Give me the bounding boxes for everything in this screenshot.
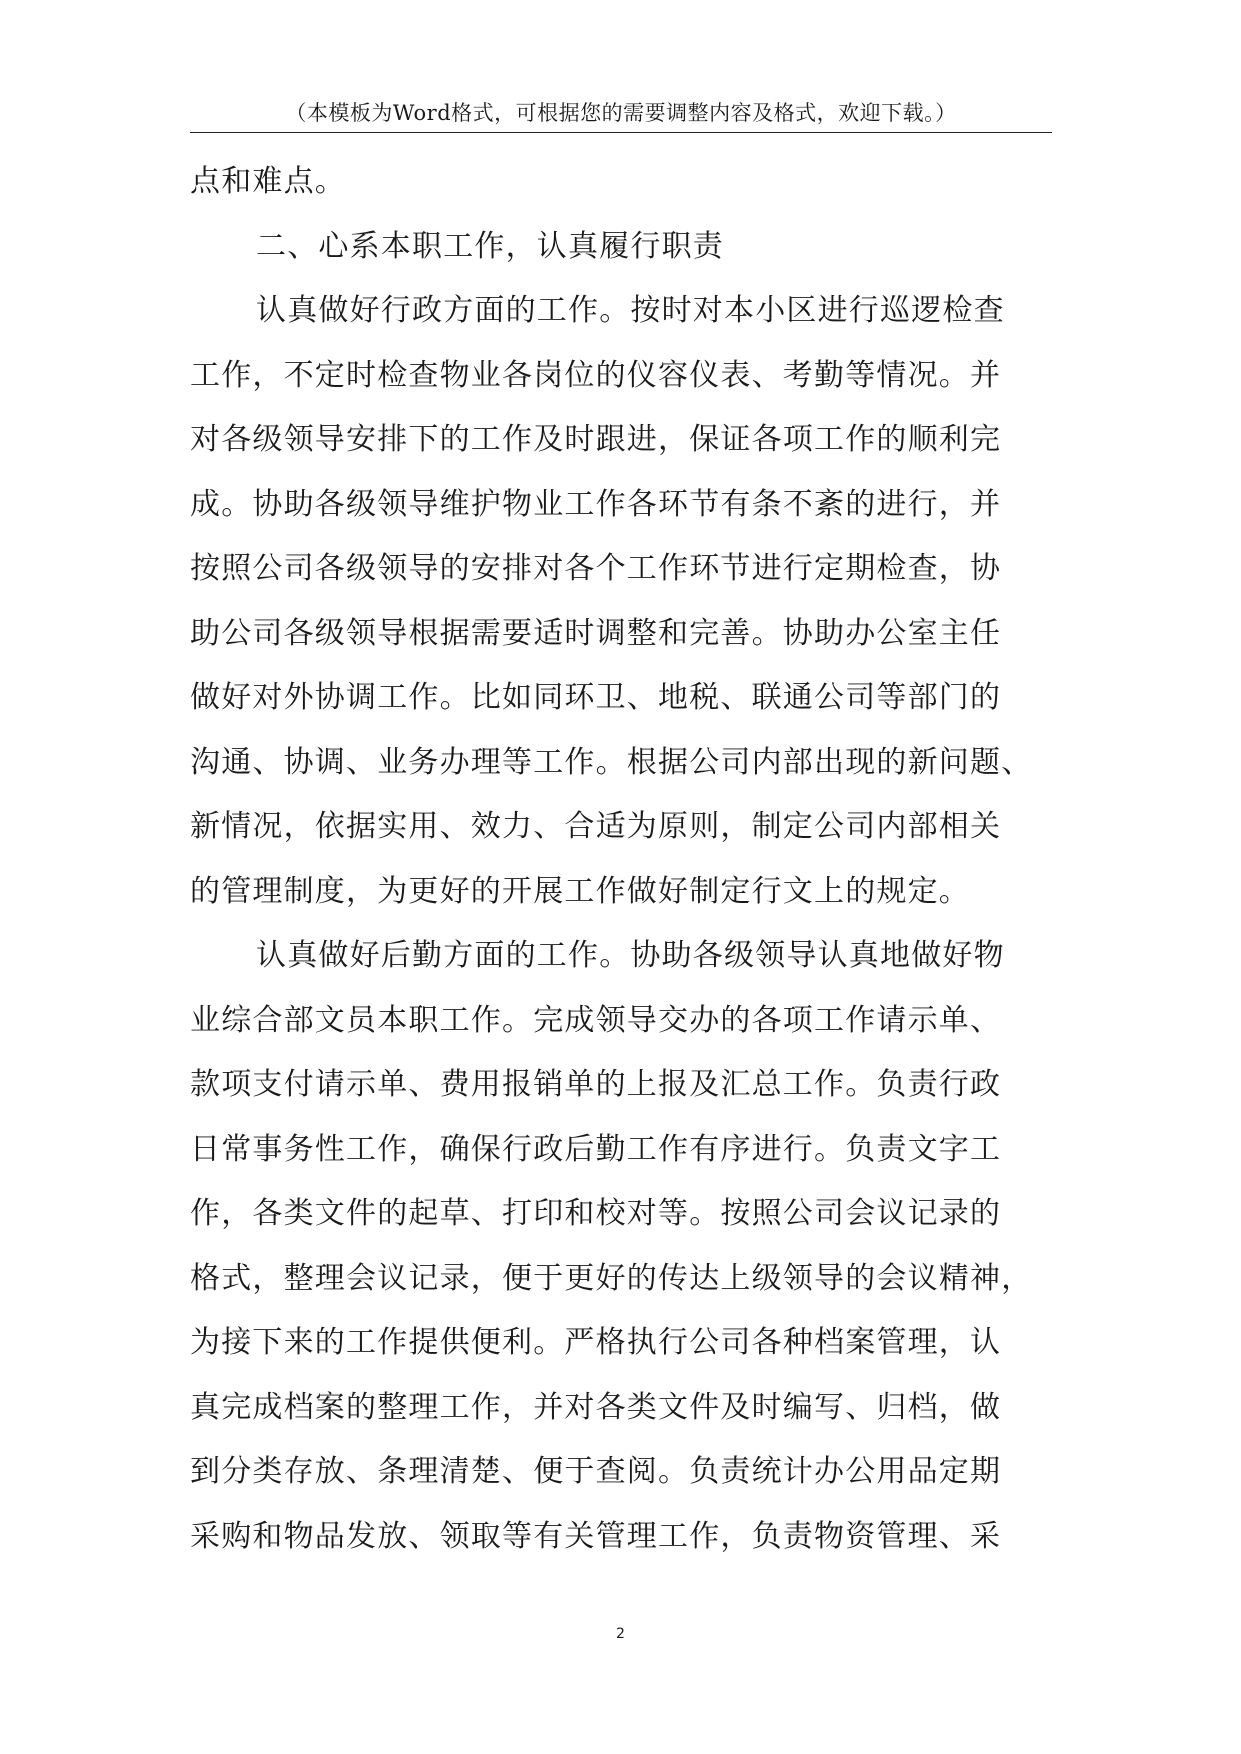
text-line: 为接下来的工作提供便利。严格执行公司各种档案管理，认 (190, 1325, 1002, 1360)
text-line: 作，各类文件的起草、打印和校对等。按照公司会议记录的 (190, 1196, 1002, 1231)
text-line: 日常事务性工作，确保行政后勤工作有序进行。负责文字工 (190, 1131, 1002, 1167)
text-line: 按照公司各级领导的安排对各个工作环节进行定期检查，协 (190, 551, 1002, 586)
text-line: 款项支付请示单、费用报销单的上报及汇总工作。负责行政 (190, 1067, 1002, 1102)
page-number: 2 (616, 1626, 625, 1642)
text-line: 成。协助各级领导维护物业工作各环节有条不紊的进行，并 (190, 486, 1002, 522)
text-line: 对各级领导安排下的工作及时跟进，保证各项工作的顺利完 (190, 422, 1002, 457)
text-line: 工作，不定时检查物业各岗位的仪容仪表、考勤等情况。并 (190, 357, 1002, 393)
text-line: 到分类存放、条理清楚、便于查阅。负责统计办公用品定期 (190, 1454, 1002, 1489)
text-line: 点和难点。 (190, 164, 346, 199)
text-line: 格式，整理会议记录，便于更好的传达上级领导的会议精神， (190, 1260, 1033, 1296)
text-line: 认真做好行政方面的工作。按时对本小区进行巡逻检查 (256, 293, 1005, 328)
text-line: 新情况，依据实用、效力、合适为原则，制定公司内部相关 (190, 809, 1002, 844)
section-heading: 二、心系本职工作，认真履行职责 (256, 228, 724, 264)
body-text (190, 150, 1052, 1569)
header-note: （本模板为Word格式，可根据您的需要调整内容及格式，欢迎下载。） (285, 101, 957, 125)
text-line: 认真做好后勤方面的工作。协助各级领导认真地做好物 (256, 938, 1005, 973)
text-line: 采购和物品发放、领取等有关管理工作，负责物资管理、采 (190, 1518, 1002, 1554)
text-line: 做好对外协调工作。比如同环卫、地税、联通公司等部门的 (190, 680, 1002, 715)
text-line: 的管理制度，为更好的开展工作做好制定行文上的规定。 (190, 873, 970, 909)
text-line: 业综合部文员本职工作。完成领导交办的各项工作请示单、 (190, 1002, 1002, 1038)
text-line: 真完成档案的整理工作，并对各类文件及时编写、归档，做 (190, 1389, 1002, 1425)
header-divider (190, 132, 1052, 133)
text-line: 沟通、协调、业务办理等工作。根据公司内部出现的新问题、 (190, 744, 1033, 780)
text-line: 助公司各级领导根据需要适时调整和完善。协助办公室主任 (190, 615, 1002, 651)
